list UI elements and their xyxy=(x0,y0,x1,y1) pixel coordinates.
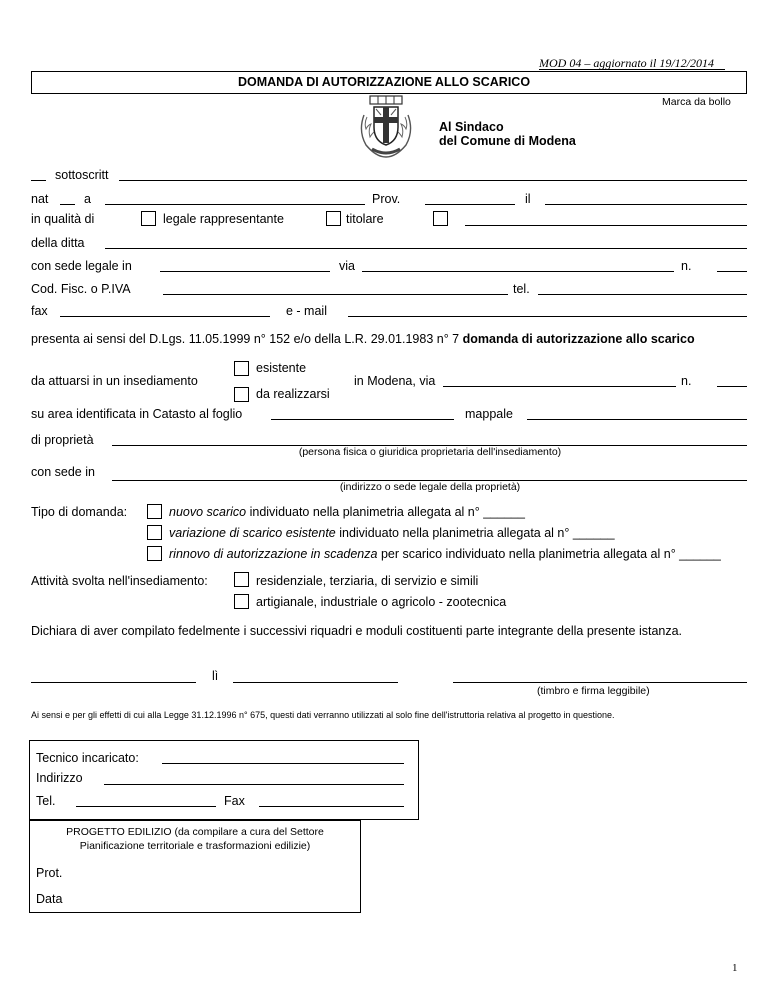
esistente-label: esistente xyxy=(256,361,307,375)
sede-legale-label: con sede legale in xyxy=(31,259,132,273)
titolare-checkbox[interactable] xyxy=(326,211,341,226)
indirizzo-field[interactable] xyxy=(104,784,404,785)
date-field[interactable] xyxy=(233,682,398,683)
legale-rappresentante-label: legale rappresentante xyxy=(163,212,284,226)
da-realizzarsi-checkbox[interactable] xyxy=(234,387,249,402)
recipient-line-2: del Comune di Modena xyxy=(439,134,576,148)
civic-number-field[interactable] xyxy=(717,271,747,272)
residenziale-checkbox[interactable] xyxy=(234,572,249,587)
rinnovo-checkbox[interactable] xyxy=(147,546,162,561)
prov-field[interactable] xyxy=(425,204,515,205)
via-label: via xyxy=(339,259,355,273)
signature-field[interactable] xyxy=(453,682,747,683)
tecnico-tel-label: Tel. xyxy=(36,794,56,808)
email-label: e - mail xyxy=(286,304,327,318)
data-label: Data xyxy=(36,892,63,906)
legale-rappresentante-checkbox[interactable] xyxy=(141,211,156,226)
gender-suffix-field[interactable] xyxy=(31,180,46,181)
variazione-scarico-label: variazione di scarico esistente individuato nella planimetria allegata al n° ______ xyxy=(169,526,615,540)
tecnico-fax-label: Fax xyxy=(224,794,245,808)
con-sede-label: con sede in xyxy=(31,465,95,479)
nuovo-scarico-checkbox[interactable] xyxy=(147,504,162,519)
timbro-label: (timbro e firma leggibile) xyxy=(537,685,650,697)
place-field[interactable] xyxy=(31,682,196,683)
mappale-field[interactable] xyxy=(527,419,747,420)
presenta-text: presenta ai sensi del D.Lgs. 11.05.1999 n° 152 e/o della L.R. 29.01.1983 n° 7 domanda di autorizzazione allo scarico xyxy=(31,332,695,346)
cod-fisc-field[interactable] xyxy=(163,294,508,295)
sottoscritt-field[interactable] xyxy=(119,180,747,181)
tecnico-label: Tecnico incaricato: xyxy=(36,751,139,765)
ditta-label: della ditta xyxy=(31,236,85,250)
proprieta-label: di proprietà xyxy=(31,433,94,447)
insediamento-via-field[interactable] xyxy=(443,386,676,387)
dichiara-text: Dichiara di aver compilato fedelmente i successivi riquadri e moduli costituenti parte integrante della presente istanza. xyxy=(31,624,683,638)
birthdate-field[interactable] xyxy=(545,204,747,205)
residenziale-label: residenziale, terziaria, di servizio e simili xyxy=(256,574,479,588)
artigianale-checkbox[interactable] xyxy=(234,594,249,609)
insediamento-number-field[interactable] xyxy=(717,386,747,387)
mappale-label: mappale xyxy=(465,407,513,421)
email-field[interactable] xyxy=(348,316,747,317)
tecnico-fax-field[interactable] xyxy=(259,806,404,807)
attuarsi-label: da attuarsi in un insediamento xyxy=(31,374,198,388)
recipient-line-1: Al Sindaco xyxy=(439,120,504,134)
nat-suffix-field[interactable] xyxy=(60,204,75,205)
module-version-underline xyxy=(539,69,725,70)
progetto-line-1: PROGETTO EDILIZIO (da compilare a cura del Settore xyxy=(66,826,324,838)
artigianale-label: artigianale, industriale o agricolo - zootecnica xyxy=(256,595,507,609)
page-number: 1 xyxy=(732,962,738,974)
ditta-field[interactable] xyxy=(105,248,747,249)
marca-da-bollo-label: Marca da bollo xyxy=(662,96,731,108)
qualita-label: in qualità di xyxy=(31,212,95,226)
progetto-line-2: Pianificazione territoriale e trasformazioni edilizie) xyxy=(79,840,311,852)
nat-label: nat xyxy=(31,192,49,206)
fax-label: fax xyxy=(31,304,48,318)
indirizzo-label: Indirizzo xyxy=(36,771,83,785)
nuovo-scarico-label: nuovo scarico individuato nella planimetria allegata al n° ______ xyxy=(169,505,525,519)
titolare-label: titolare xyxy=(346,212,384,226)
tecnico-tel-field[interactable] xyxy=(76,806,216,807)
cod-fisc-label: Cod. Fisc. o P.IVA xyxy=(31,282,131,296)
tecnico-field[interactable] xyxy=(162,763,404,764)
in-modena-label: in Modena, via xyxy=(354,374,436,388)
birthplace-field[interactable] xyxy=(105,204,365,205)
rinnovo-label: rinnovo di autorizzazione in scadenza per scarico individuato nella planimetria allegata al n° ______ xyxy=(169,547,721,561)
sede-hint: (indirizzo o sede legale della proprietà) xyxy=(339,481,521,493)
fax-field[interactable] xyxy=(60,316,270,317)
prot-label: Prot. xyxy=(36,866,63,880)
da-realizzarsi-label: da realizzarsi xyxy=(256,387,330,401)
page-title: DOMANDA DI AUTORIZZAZIONE ALLO SCARICO xyxy=(237,75,531,89)
privacy-notice: Ai sensi e per gli effetti di cui alla Legge 31.12.1996 n° 675, questi dati verranno utilizzati al solo fine dell'istruttoria relativa al progetto in questione. xyxy=(31,710,615,720)
tel-label: tel. xyxy=(513,282,530,296)
other-role-field[interactable] xyxy=(465,225,747,226)
sottoscritt-label: sottoscritt xyxy=(55,168,109,182)
via-field[interactable] xyxy=(362,271,674,272)
module-version: MOD 04 – aggiornato il 19/12/2014 xyxy=(539,56,715,70)
tel-field[interactable] xyxy=(538,294,747,295)
other-role-checkbox[interactable] xyxy=(433,211,448,226)
variazione-scarico-checkbox[interactable] xyxy=(147,525,162,540)
li-label: lì xyxy=(212,669,219,683)
n-label: n. xyxy=(681,259,692,273)
a-label: a xyxy=(84,192,91,206)
sede-legale-field[interactable] xyxy=(160,271,330,272)
il-label: il xyxy=(525,192,531,206)
tipo-domanda-label: Tipo di domanda: xyxy=(31,505,128,519)
proprieta-hint: (persona fisica o giuridica proprietaria dell'insediamento) xyxy=(298,446,562,458)
insediamento-n-label: n. xyxy=(681,374,692,388)
esistente-checkbox[interactable] xyxy=(234,361,249,376)
catasto-label: su area identificata in Catasto al foglio xyxy=(31,407,243,421)
prov-label: Prov. xyxy=(372,192,401,206)
foglio-field[interactable] xyxy=(271,419,454,420)
city-coat-of-arms-icon xyxy=(356,95,416,161)
attivita-label: Attività svolta nell'insediamento: xyxy=(31,574,208,588)
